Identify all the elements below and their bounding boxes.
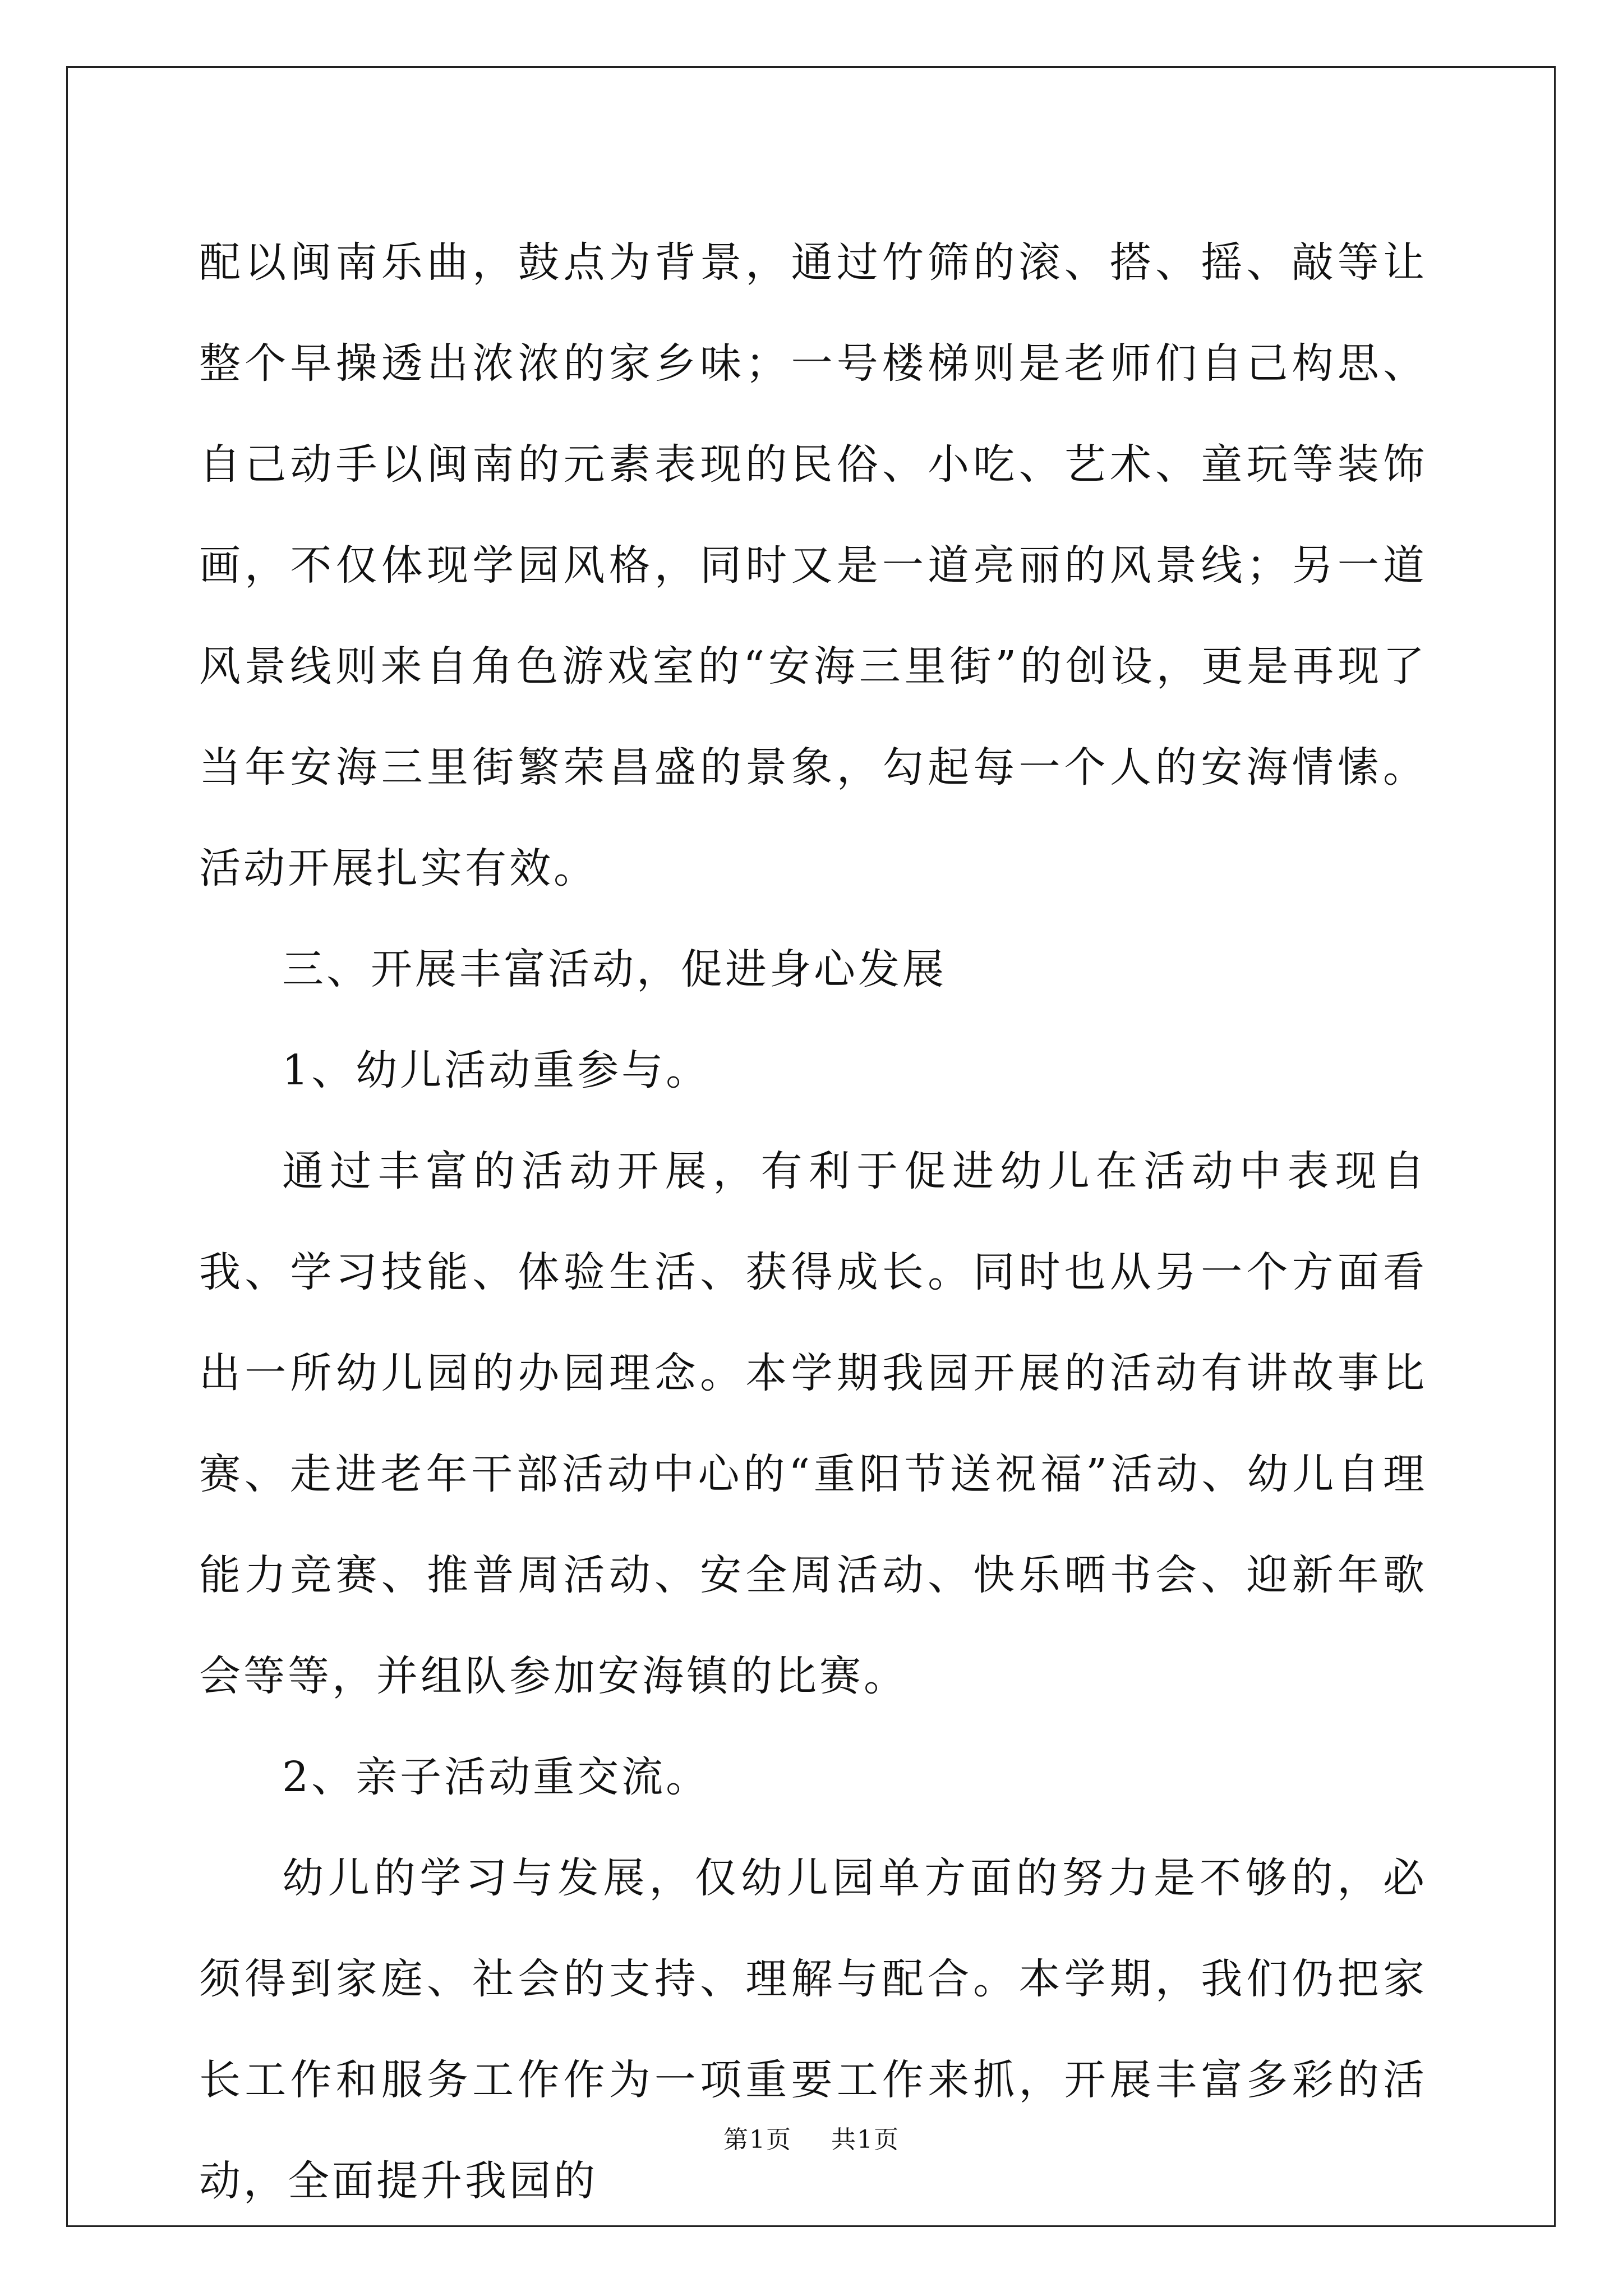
paragraph-continuation: 配以闽南乐曲，鼓点为背景，通过竹筛的滚、搭、摇、敲等让整个早操透出浓浓的家乡味；一号楼梯则是老师们自己构思、自己动手以闽南的元素表现的民俗、小吃、艺术、童玩等装饰画，不仅体现学园风格，同时又是一道亮丽的风景线；另一道风景线则来自角色游戏室的“安海三里街”的创设，更是再现了当年安海三里街繁荣昌盛的景象，勾起每一个人的安海情愫。活动开展扎实有效。 bbox=[199, 238, 1427, 892]
page-footer bbox=[0, 2123, 1623, 2157]
paragraph: 通过丰富的活动开展，有利于促进幼儿在活动中表现自我、学习技能、体验生活、获得成长。同时也从另一个方面看出一所幼儿园的办园理念。本学期我园开展的活动有讲故事比赛、走进老年干部活动中心的“重阳节送祝福”活动、幼儿自理能力竞赛、推普周活动、安全周活动、快乐晒书会、迎新年歌会等等，并组队参加安海镇的比赛。 bbox=[199, 1147, 1427, 1700]
page-number: 第1页 bbox=[723, 2125, 792, 2154]
document-body bbox=[199, 212, 1427, 2231]
page-total: 共1页 bbox=[831, 2125, 900, 2154]
subsection-heading: 2、亲子活动重交流。 bbox=[282, 1753, 711, 1801]
subsection-heading: 1、幼儿活动重参与。 bbox=[282, 1046, 711, 1094]
section-heading: 三、开展丰富活动，促进身心发展 bbox=[282, 945, 947, 993]
paragraph: 幼儿的学习与发展，仅幼儿园单方面的努力是不够的，必须得到家庭、社会的支持、理解与配合。本学期，我们仍把家长工作和服务工作作为一项重要工作来抓，开展丰富多彩的活动，全面提升我园的 bbox=[199, 1854, 1427, 2205]
